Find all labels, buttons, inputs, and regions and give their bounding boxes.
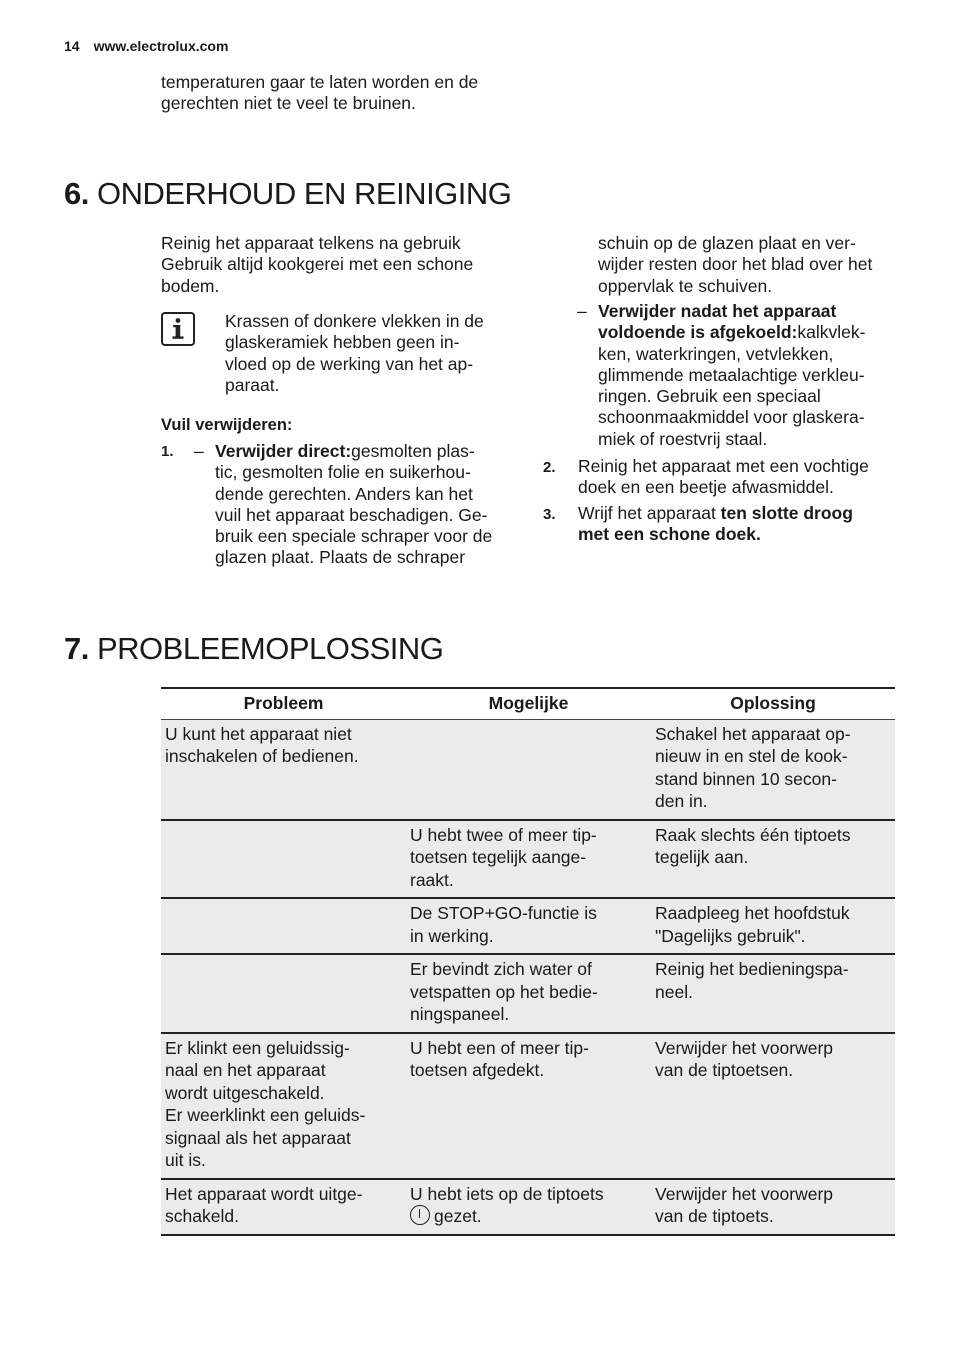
step2-number: 2.	[543, 459, 556, 476]
problem-cell: Er klinkt een geluidssig- naal en het apparaat wordt uitgeschakeld. Er weerklinkt een geluids- signaal als het apparaat uit is.	[161, 1033, 406, 1179]
cause-cell: U hebt een of meer tip- toetsen afgedekt.	[406, 1033, 651, 1179]
step3-text: Wrijf het apparaat ten slotte droog met een schone doek.	[578, 503, 853, 545]
cause-cell: De STOP+GO-functie is in werking.	[406, 898, 651, 954]
section6-heading	[64, 176, 511, 212]
table-row	[161, 898, 895, 954]
solution-cell: Schakel het apparaat op- nieuw in en stel de kook- stand binnen 10 secon- den in.	[651, 719, 895, 820]
subheading-vuil: Vuil verwijderen:	[161, 416, 293, 434]
page-header	[64, 38, 228, 54]
step1-sub2-text: Verwijder nadat het apparaat voldoende is afgekoeld:kalkvlek- ken, waterkringen, vetvlekken, glimmende metaalachtige verkleu- ringen. Gebruik een speciaal schoonmaakmiddel voor glaskera- miek of roestvrij staal.	[598, 301, 866, 449]
step1-continuation: schuin op de glazen plaat en ver- wijder resten door het blad over het oppervlak te schuiven.	[598, 233, 873, 296]
cause-cell	[406, 719, 651, 820]
step1-sub2-dash: –	[577, 301, 587, 321]
header-cause: Mogelijke	[406, 688, 651, 719]
power-icon	[410, 1205, 430, 1225]
solution-cell: Raak slechts één tiptoets tegelijk aan.	[651, 820, 895, 899]
table-row	[161, 820, 895, 899]
page-number: 14	[64, 38, 80, 54]
solution-cell: Raadpleeg het hoofdstuk "Dagelijks gebruik".	[651, 898, 895, 954]
site-url: www.electrolux.com	[93, 38, 229, 54]
step3-number: 3.	[543, 506, 556, 523]
step1-text: Verwijder direct:gesmolten plas- tic, gesmolten folie en suikerhou- dende gerechten. Anders kan het vuil het apparaat beschadigen. Ge- bruik een speciale schraper voor de glazen plaat. Plaats de schraper	[215, 441, 493, 568]
table-row	[161, 1033, 895, 1179]
table-header-row	[161, 688, 895, 719]
section7-title: PROBLEEMOPLOSSING	[96, 631, 444, 666]
info-icon	[161, 312, 195, 346]
info-glyph-icon	[167, 317, 189, 341]
table-row	[161, 1179, 895, 1235]
section6-number: 6.	[64, 176, 89, 211]
cause-cell: Er bevindt zich water of vetspatten op het bedie- ningspaneel.	[406, 954, 651, 1033]
table-row	[161, 954, 895, 1033]
header-solution: Oplossing	[651, 688, 895, 719]
troubleshooting-table	[161, 687, 895, 1236]
problem-cell	[161, 820, 406, 899]
cause-cell: U hebt iets op de tiptoets gezet.	[406, 1179, 651, 1235]
cause-cell: U hebt twee of meer tip- toetsen tegelijk aange- raakt.	[406, 820, 651, 899]
section7-heading	[64, 631, 443, 667]
intro-text: temperaturen gaar te laten worden en de gerechten niet te veel te bruinen.	[161, 72, 479, 113]
info-note: Krassen of donkere vlekken in de glaskeramiek hebben geen in- vloed op de werking van het ap- paraat.	[225, 311, 484, 395]
section7-number: 7.	[64, 631, 89, 666]
problem-cell: Het apparaat wordt uitge- schakeld.	[161, 1179, 406, 1235]
section6-intro: Reinig het apparaat telkens na gebruik Gebruik altijd kookgerei met een schone bodem.	[161, 233, 474, 296]
problem-cell: U kunt het apparaat niet inschakelen of bedienen.	[161, 719, 406, 820]
header-problem: Probleem	[161, 688, 406, 719]
solution-cell: Reinig het bedieningspa- neel.	[651, 954, 895, 1033]
section6-title: ONDERHOUD EN REINIGING	[96, 176, 512, 211]
step1-dash: –	[194, 441, 204, 461]
step2-text: Reinig het apparaat met een vochtige doek en een beetje afwasmiddel.	[578, 456, 869, 498]
solution-cell: Verwijder het voorwerp van de tiptoetsen.	[651, 1033, 895, 1179]
solution-cell: Verwijder het voorwerp van de tiptoets.	[651, 1179, 895, 1235]
problem-cell	[161, 898, 406, 954]
problem-cell	[161, 954, 406, 1033]
step1-number: 1.	[161, 443, 174, 460]
table-row	[161, 719, 895, 820]
